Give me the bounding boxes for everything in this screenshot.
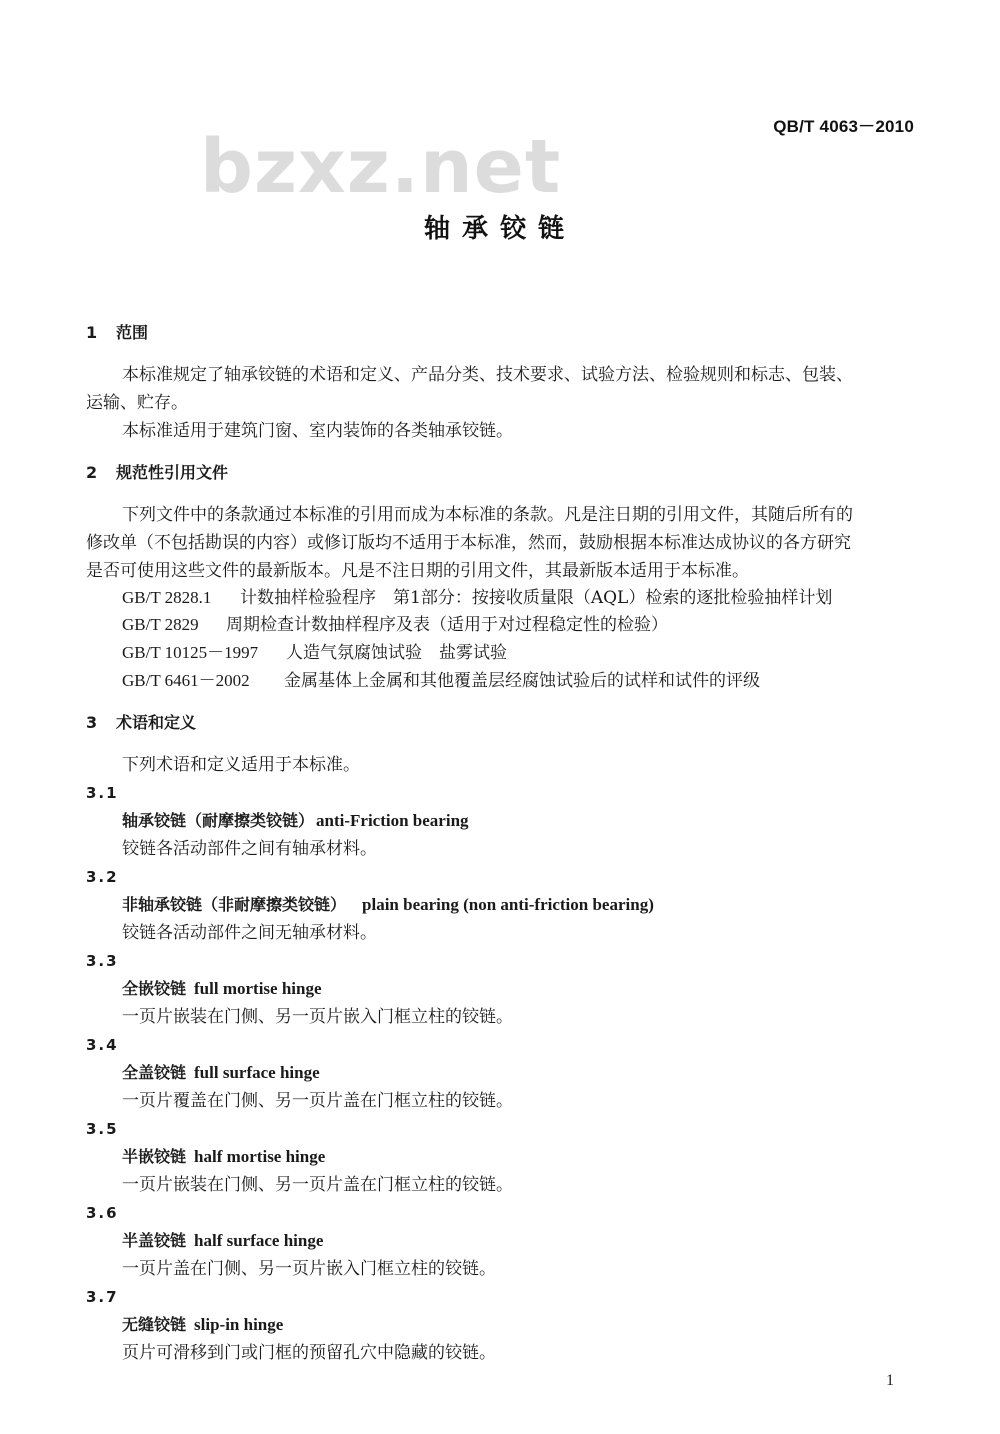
section-1-heading <box>86 322 148 344</box>
term-definition: 铰链各活动部件之间有轴承材料。 <box>122 839 377 859</box>
paragraph-line: 本标准规定了轴承铰链的术语和定义、产品分类、技术要求、试验方法、检验规则和标志、包装、 <box>122 365 853 385</box>
reference-title: 计数抽样检验程序 第1部分：按接收质量限（AQL）检索的逐批检验抽样计划 <box>240 588 833 608</box>
reference-title: 周期检查计数抽样程序及表（适用于对过程稳定性的检验） <box>226 615 668 635</box>
reference-code: GB/T 2829 <box>122 615 199 634</box>
term-heading <box>122 1314 283 1336</box>
standard-code: QB/T 4063－2010 <box>773 117 914 136</box>
term-english: plain bearing (non anti-friction bearing) <box>362 895 654 914</box>
term-heading <box>122 894 654 916</box>
section-number: 2 <box>86 463 98 482</box>
document-title: 轴承铰链 <box>423 214 576 244</box>
term-definition: 页片可滑移到门或门框的预留孔穴中隐藏的铰链。 <box>122 1343 496 1363</box>
section-2-heading <box>86 462 228 484</box>
term-chinese: 无缝铰链 <box>122 1315 187 1334</box>
section-number: 1 <box>86 323 98 342</box>
term-chinese: 轴承铰链（耐摩擦类铰链） <box>122 811 315 830</box>
term-heading <box>122 978 322 1000</box>
term-english: full mortise hinge <box>194 979 322 998</box>
term-number: 3.1 <box>86 784 119 802</box>
term-english: half surface hinge <box>194 1231 324 1250</box>
paragraph-line: 下列术语和定义适用于本标准。 <box>122 755 360 775</box>
term-definition: 一页片覆盖在门侧、另一页片盖在门框立柱的铰链。 <box>122 1091 513 1111</box>
term-english: anti-Friction bearing <box>316 811 469 830</box>
term-english: half mortise hinge <box>194 1147 326 1166</box>
paragraph-line: 修改单（不包括勘误的内容）或修订版均不适用于本标准，然而，鼓励根据本标准达成协议的各方研究 <box>86 533 851 553</box>
paragraph-line: 下列文件中的条款通过本标准的引用而成为本标准的条款。凡是注日期的引用文件，其随后所有的 <box>122 505 853 525</box>
term-chinese: 非轴承铰链（非耐摩擦类铰链） <box>122 895 347 914</box>
term-definition: 一页片嵌装在门侧、另一页片嵌入门框立柱的铰链。 <box>122 1007 513 1027</box>
term-chinese: 全嵌铰链 <box>122 979 187 998</box>
term-heading <box>122 1062 320 1084</box>
section-title: 范围 <box>116 323 149 342</box>
term-number: 3.2 <box>86 868 119 886</box>
term-number: 3.4 <box>86 1036 119 1054</box>
reference-title: 人造气氛腐蚀试验 盐雾试验 <box>286 643 507 663</box>
reference-code: GB/T 2828.1 <box>122 588 212 607</box>
section-title: 术语和定义 <box>116 713 197 732</box>
reference-code: GB/T 6461－2002 <box>122 671 250 690</box>
section-number: 3 <box>86 713 98 732</box>
term-definition: 铰链各活动部件之间无轴承材料。 <box>122 923 377 943</box>
term-heading <box>122 1230 323 1252</box>
reference-item <box>122 587 832 609</box>
term-number: 3.5 <box>86 1120 119 1138</box>
term-english: full surface hinge <box>194 1063 320 1082</box>
reference-code: GB/T 10125－1997 <box>122 643 259 662</box>
section-title: 规范性引用文件 <box>116 463 229 482</box>
reference-title: 金属基体上金属和其他覆盖层经腐蚀试验后的试样和试件的评级 <box>284 671 760 691</box>
watermark-text: bzxz.net <box>200 124 562 210</box>
term-number: 3.6 <box>86 1204 119 1222</box>
term-definition: 一页片盖在门侧、另一页片嵌入门框立柱的铰链。 <box>122 1259 496 1279</box>
term-chinese: 半盖铰链 <box>122 1231 187 1250</box>
term-number: 3.7 <box>86 1288 119 1306</box>
paragraph-line: 运输、贮存。 <box>86 393 188 413</box>
term-english: slip-in hinge <box>194 1315 284 1334</box>
reference-item <box>122 670 760 692</box>
paragraph-line: 本标准适用于建筑门窗、室内装饰的各类轴承铰链。 <box>122 421 513 441</box>
paragraph-line: 是否可使用这些文件的最新版本。凡是不注日期的引用文件，其最新版本适用于本标准。 <box>86 561 749 581</box>
term-number: 3.3 <box>86 952 119 970</box>
term-definition: 一页片嵌装在门侧、另一页片盖在门框立柱的铰链。 <box>122 1175 513 1195</box>
term-heading <box>122 1146 325 1168</box>
term-chinese: 全盖铰链 <box>122 1063 187 1082</box>
term-heading <box>122 810 469 832</box>
reference-item <box>122 614 668 636</box>
term-chinese: 半嵌铰链 <box>122 1147 187 1166</box>
page-number: 1 <box>886 1372 894 1389</box>
section-3-heading <box>86 712 196 734</box>
reference-item <box>122 642 507 664</box>
